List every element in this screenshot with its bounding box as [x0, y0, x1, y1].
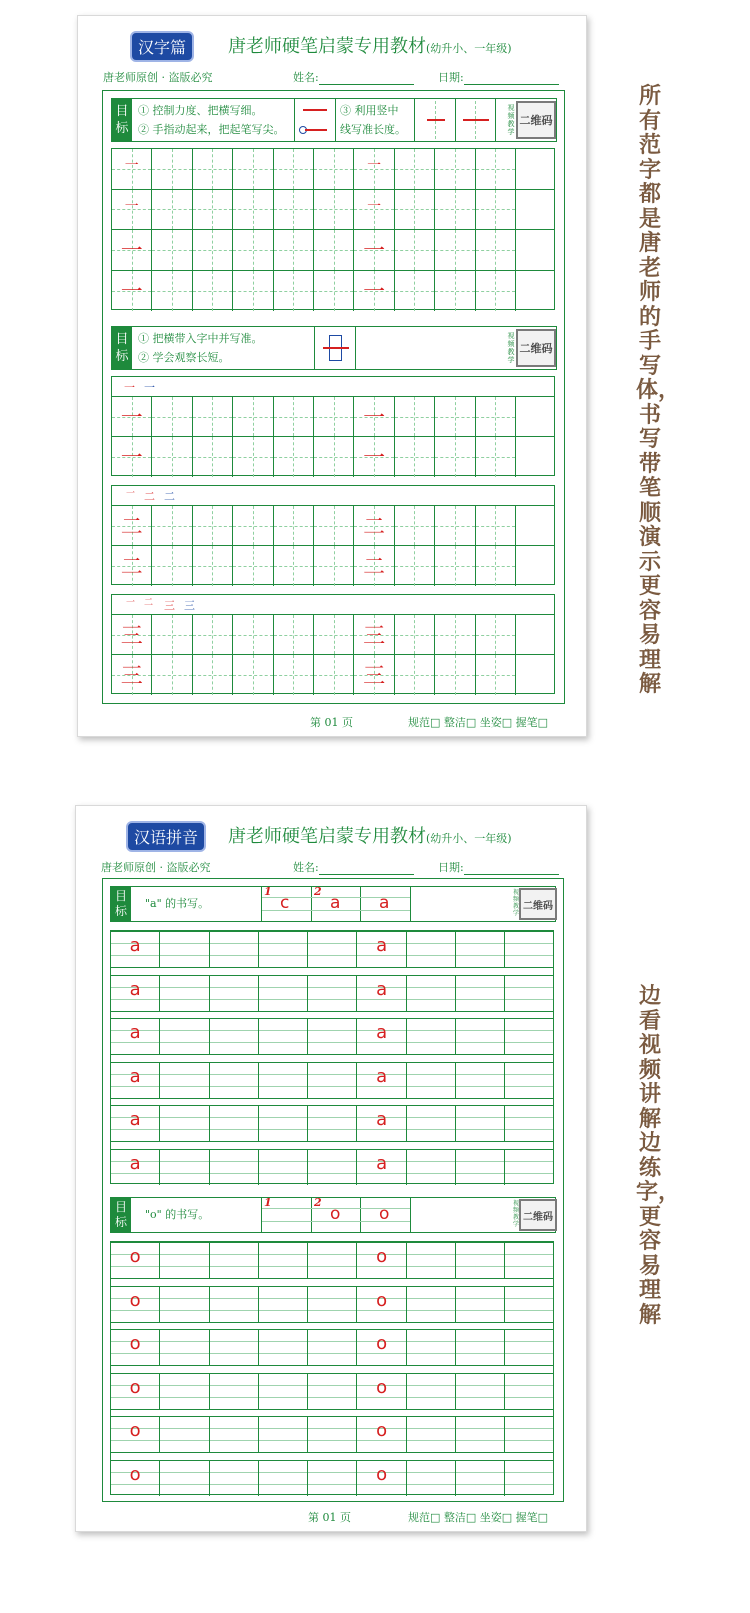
- author-note: 唐老师原创 · 盗版必究: [101, 861, 211, 874]
- side-caption-2: 边看视频讲解边练字，更容易理解: [636, 984, 681, 1328]
- qr-code[interactable]: 二维码: [519, 1199, 557, 1231]
- demo-char: 一: [120, 239, 143, 264]
- goal-text-a: "a" 的书写。: [145, 897, 210, 910]
- worksheet-title: 唐老师硬笔启蒙专用教材(幼升小、一年级): [228, 36, 512, 57]
- stroke-order: 一: [126, 598, 136, 608]
- section-badge: 汉字篇: [130, 31, 194, 62]
- demo-char: 三: [363, 664, 386, 689]
- demo-char: 一: [363, 406, 386, 431]
- demo-letter: a: [129, 1109, 141, 1130]
- demo-char: 二: [363, 515, 386, 540]
- step-number: 2: [314, 885, 322, 898]
- demo-char: 三: [363, 624, 386, 649]
- goal-text-o: "o" 的书写。: [145, 1208, 210, 1221]
- goal-demo-a: [261, 887, 411, 921]
- goal-demo-3: [314, 327, 356, 369]
- demo-letter: o: [129, 1463, 141, 1485]
- step-number: 2: [314, 1196, 322, 1209]
- demo-char: 一: [120, 446, 143, 471]
- demo-letter: a: [376, 1152, 388, 1174]
- goal-tag: 目 标: [112, 327, 132, 369]
- worksheet-pinyin: [75, 805, 587, 1532]
- demo-char: 二: [363, 555, 386, 580]
- demo-letter: a: [129, 1152, 141, 1174]
- goal-text-1b: ③ 利用竖中 线写准长度。: [340, 104, 406, 136]
- practice-grid-o: [110, 1241, 554, 1495]
- qr-code[interactable]: 二维码: [516, 101, 556, 139]
- demo-char: 三: [120, 664, 143, 689]
- side-caption-1: 所有范字都是唐老师的手写体，书写带笔顺演示更容易理解: [636, 84, 681, 697]
- demo-char: 一: [367, 198, 382, 215]
- qr-code[interactable]: 二维码: [516, 329, 556, 367]
- step-number: 1: [264, 885, 272, 898]
- goal-tag: 目 标: [112, 99, 132, 141]
- stroke-demo: a: [330, 893, 341, 913]
- worksheet-subtitle: (幼升小、一年级): [426, 42, 512, 55]
- name-field[interactable]: 姓名:: [293, 859, 414, 875]
- demo-letter: o: [129, 1246, 141, 1267]
- demo-char: 三: [120, 624, 143, 649]
- qr-code[interactable]: 二维码: [519, 888, 557, 920]
- demo-char: 一: [120, 279, 143, 305]
- stroke-order: 一: [124, 381, 135, 394]
- practice-grid-er: 一 二 二 二 二 二 二: [111, 485, 555, 585]
- practice-grid-yi-1: [111, 148, 555, 310]
- demo-letter: o: [376, 1463, 388, 1485]
- demo-char: 二: [120, 555, 143, 580]
- demo-letter: a: [376, 978, 388, 1000]
- video-label: 视频教学: [512, 889, 519, 917]
- step-number: 1: [264, 1196, 272, 1209]
- stroke-demo: o: [379, 1204, 390, 1224]
- date-field[interactable]: 日期:: [438, 859, 559, 875]
- author-note: 唐老师原创 · 盗版必究: [103, 71, 213, 84]
- demo-char: 一: [363, 446, 386, 471]
- demo-letter: o: [376, 1333, 388, 1354]
- practice-grid-yi-2: 一 一 一 一 一 一: [111, 376, 555, 476]
- demo-letter: o: [376, 1246, 388, 1267]
- video-label: 视频教学: [512, 1200, 519, 1228]
- practice-grid-a: [110, 930, 554, 1184]
- demo-char: 一: [124, 158, 139, 174]
- demo-letter: a: [376, 935, 388, 956]
- demo-char: 二: [120, 515, 143, 540]
- date-field[interactable]: 日期:: [438, 69, 559, 85]
- worksheet-subtitle: (幼升小、一年级): [426, 832, 512, 845]
- goal-demo-2: [414, 99, 496, 141]
- goal-box-1: [111, 98, 557, 142]
- demo-letter: o: [129, 1420, 141, 1441]
- video-label: 视频教学: [507, 332, 515, 364]
- demo-letter: o: [376, 1376, 388, 1398]
- goal-box-o: [110, 1197, 556, 1233]
- goal-tag: 目 标: [111, 1198, 131, 1232]
- demo-letter: o: [376, 1289, 388, 1311]
- demo-letter: o: [129, 1376, 141, 1398]
- demo-char: 一: [363, 239, 386, 264]
- demo-letter: a: [129, 1022, 141, 1043]
- stroke-demo: c: [280, 893, 290, 913]
- demo-letter: a: [129, 978, 141, 1000]
- goal-text-2: ① 把横带入字中并写准。 ② 学会观察长短。: [138, 332, 263, 364]
- section-badge: 汉语拼音: [126, 821, 206, 852]
- goal-demo-o: [261, 1198, 411, 1232]
- demo-letter: a: [129, 935, 141, 956]
- demo-letter: o: [129, 1333, 141, 1354]
- demo-letter: o: [376, 1420, 388, 1441]
- page-number: 第 01 页: [308, 1511, 351, 1524]
- video-label: 视频教学: [507, 104, 515, 136]
- stroke-order: 一: [126, 489, 136, 499]
- goal-box-2: [111, 326, 557, 370]
- goal-demo-1: [294, 99, 336, 141]
- demo-char: 一: [363, 279, 386, 305]
- stroke-demo: a: [379, 893, 390, 913]
- checklist: 规范□ 整洁□ 坐姿□ 握笔□: [408, 716, 549, 729]
- name-field[interactable]: 姓名:: [293, 69, 414, 85]
- worksheet-title: 唐老师硬笔启蒙专用教材(幼升小、一年级): [228, 826, 512, 847]
- practice-grid-san: 一 二 三 三 三 三 三 三: [111, 594, 555, 694]
- goal-box-a: [110, 886, 556, 922]
- demo-letter: a: [376, 1022, 388, 1043]
- stroke-demo: o: [330, 1204, 341, 1224]
- demo-letter: a: [129, 1065, 141, 1087]
- demo-char: 一: [367, 158, 382, 174]
- demo-char: 一: [120, 406, 143, 431]
- page-number: 第 01 页: [310, 716, 353, 729]
- checklist: 规范□ 整洁□ 坐姿□ 握笔□: [408, 1511, 549, 1524]
- goal-text-1: ① 控制力度、把横写细。 ② 手指动起来，把起笔写尖。: [138, 104, 285, 136]
- demo-letter: a: [376, 1065, 388, 1087]
- demo-letter: o: [129, 1289, 141, 1311]
- worksheet-hanzi: [77, 15, 587, 737]
- goal-tag: 目 标: [111, 887, 131, 921]
- demo-letter: a: [376, 1109, 388, 1130]
- demo-char: 一: [124, 198, 139, 215]
